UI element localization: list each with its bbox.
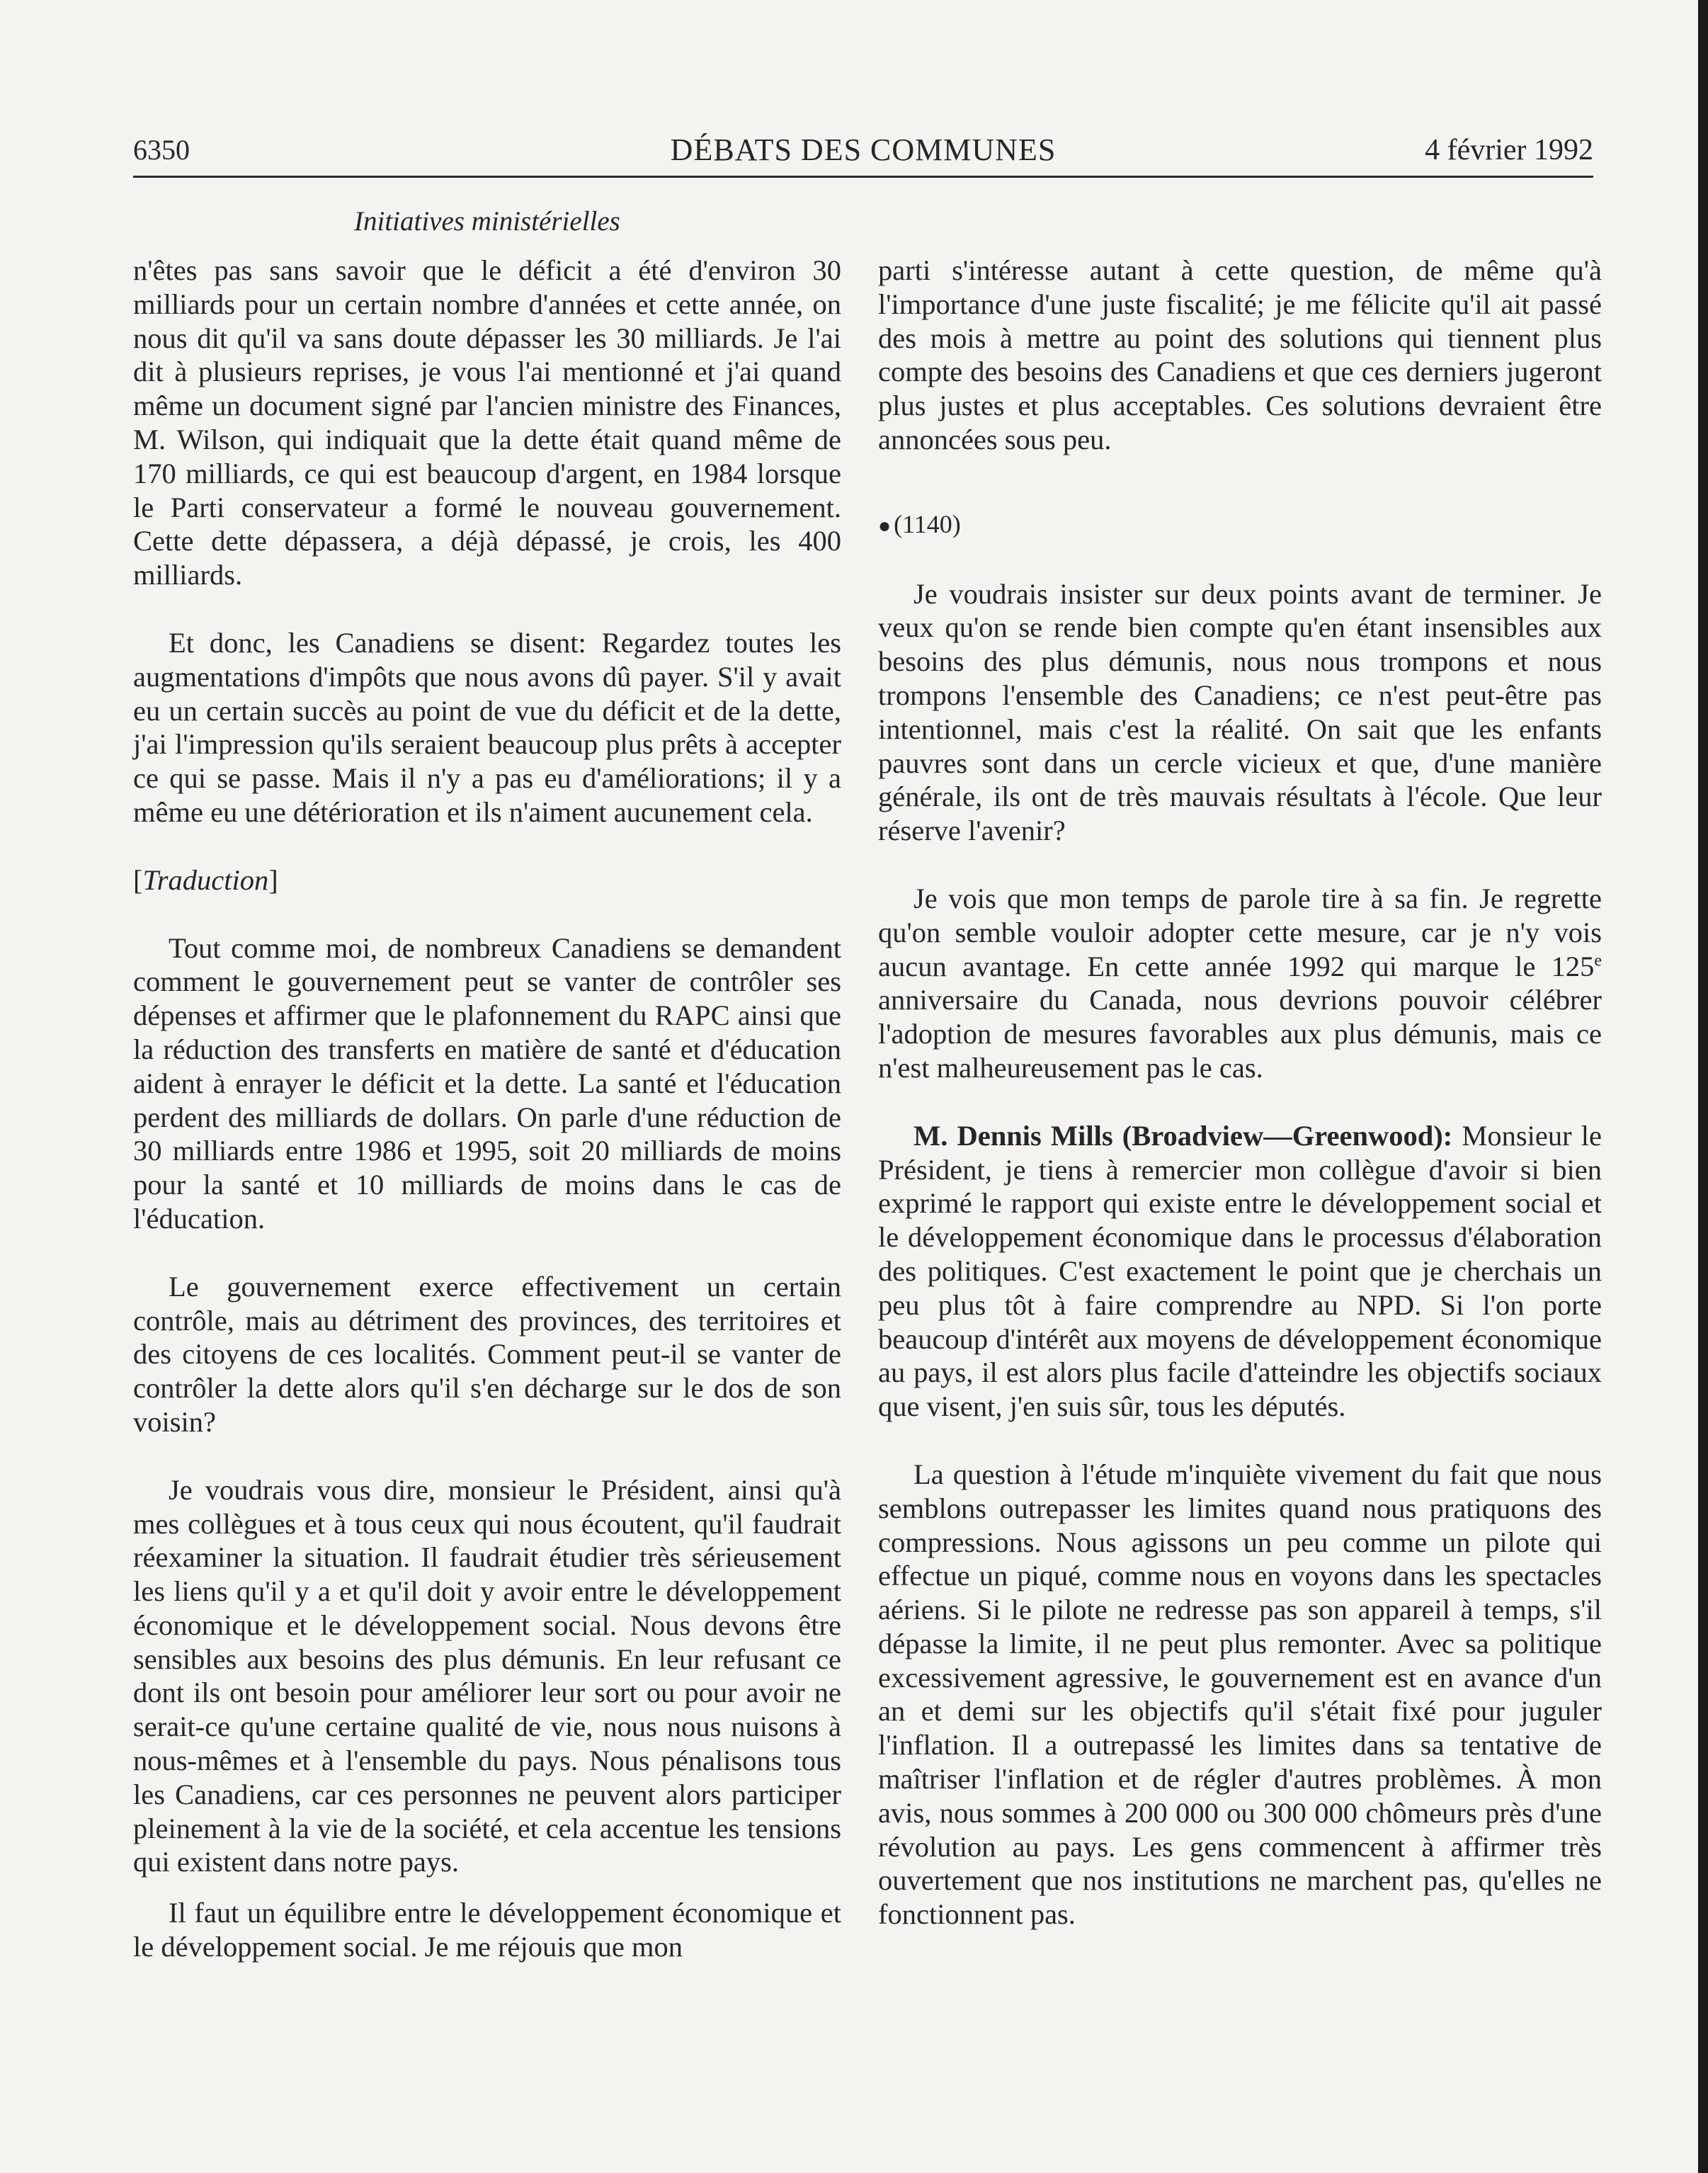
bullet-icon: ●: [878, 514, 892, 538]
traduction-bracket-open: [: [133, 863, 143, 896]
paragraph: [878, 1119, 1602, 1424]
paragraph: Je voudrais vous dire, monsieur le Président, ainsi qu'à mes collègues et à tous ceux qui nous écoutent, qu'il faudrait réexaminer la situation. Il faudrait étudier très sérieusement les liens qu'il y a et qu'il doit y avoir entre le développement économique et le développement social. Nous devons être sensibles aux besoins des plus démunis. En leur refusant ce dont ils ont besoin pour améliorer leur sort ou pour avoir ne serait-ce qu'une certaine qualité de vie, nous nous nuisons à nous-mêmes et à l'ensemble du pays. Nous pénalisons tous les Canadiens, car ces personnes ne peuvent alors participer pleinement à la vie de la société, et cela accentue les tensions qui existent dans notre pays.: [133, 1473, 841, 1878]
traduction-word: Traduction: [142, 863, 269, 896]
page-number: 6350: [133, 134, 190, 166]
traduction-label: [133, 863, 841, 897]
paragraph: Il faut un équilibre entre le développement économique et le développement social. Je me réjouis que mon: [133, 1897, 841, 1963]
time-marker-text: (1140): [894, 509, 961, 538]
section-header: Initiatives ministérielles: [354, 206, 620, 237]
paragraph: parti s'intéresse autant à cette question, de même qu'à l'importance d'une juste fiscalité; je me félicite qu'il ait passé des mois à mettre au point des solutions qui tiennent plus compte des besoins des Canadiens et que ces derniers jugeront plus justes et plus acceptables. Ces solutions devraient être annoncées sous peu.: [878, 254, 1602, 455]
speaker-name: M. Dennis Mills (Broadview—Greenwood):: [913, 1119, 1453, 1152]
paragraph: Et donc, les Canadiens se disent: Regardez toutes les augmentations d'impôts que nous avons dû payer. S'il y avait eu un certain succès au point de vue du déficit et de la dette, j'ai l'impression qu'ils seraient beaucoup plus prêts à accepter ce qui se passe. Mais il n'y a pas eu d'améliorations; il y a même eu une détérioration et ils n'aiment aucunement cela.: [133, 626, 841, 828]
paragraph-text: Monsieur le Président, je tiens à remercier mon collègue d'avoir si bien exprimé le rapport qui existe entre le développement social et le développement économique dans le processus d'élaboration des politiques. C'est exactement le point que je cherchais un peu plus tôt à faire comprendre au NPD. Si l'on porte beaucoup d'intérêt aux moyens de développement économique au pays, il est alors plus facile d'atteindre les objectifs sociaux que visent, j'en suis sûr, tous les députés.: [878, 1119, 1602, 1423]
paragraph: Tout comme moi, de nombreux Canadiens se demandent comment le gouvernement peut se vanter de contrôler ses dépenses et affirmer que le plafonnement du RAPC ainsi que la réduction des transferts en matière de santé et d'éducation aident à enrayer le déficit et la dette. La santé et l'éducation perdent des milliards de dollars. On parle d'une réduction de 30 milliards entre 1986 et 1995, soit 20 milliards de moins pour la santé et 10 milliards de moins dans le cas de l'éducation.: [133, 931, 841, 1235]
page-header: [133, 125, 1593, 178]
paragraph: La question à l'étude m'inquiète vivement du fait que nous semblons outrepasser les limites quand nous pratiquons des compressions. Nous agissons un peu comme un pilote qui effectue un piqué, comme nous en voyons dans les spectacles aériens. Si le pilote ne redresse pas son appareil à temps, s'il dépasse la limite, il ne peut plus remonter. Avec sa politique excessivement agressive, le gouvernement est en avance d'un an et demi sur les objectifs qu'il s'était fixé pour juguler l'inflation. Il a outrepassé les limites dans sa tentative de maîtriser l'inflation et de régler d'autres problèmes. À mon avis, nous sommes à 200 000 ou 300 000 chômeurs près d'une révolution au pays. Les gens commencent à affirmer très ouvertement que nos institutions ne marchent pas, qu'elles ne fonctionnent pas.: [878, 1458, 1602, 1931]
paragraph: n'êtes pas sans savoir que le déficit a été d'environ 30 milliards pour un certain nombre d'années et cette année, on nous dit qu'il va sans doute dépasser les 30 milliards. Je l'ai dit à plusieurs reprises, je vous l'ai mentionné et j'ai quand même un document signé par l'ancien ministre des Finances, M. Wilson, qui indiquait que la dette était quand même de 170 milliards, ce qui est beaucoup d'argent, en 1984 lorsque le Parti conservateur a formé le nouveau gouvernement. Cette dette dépassera, a déjà dépassé, je crois, les 400 milliards.: [133, 254, 841, 591]
time-marker: [878, 508, 1602, 543]
journal-title: DÉBATS DES COMMUNES: [670, 132, 1057, 167]
header-date: 4 février 1992: [1425, 134, 1593, 166]
paragraph: Je voudrais insister sur deux points avant de terminer. Je veux qu'on se rende bien compte qu'en étant insensibles aux besoins des plus démunis, nous nous trompons et nous trompons l'ensemble des Canadiens; ce n'est peut-être pas intentionnel, mais c'est la réalité. On sait que les enfants pauvres sont dans un cercle vicieux et que, d'une manière générale, ils ont de très mauvais résultats à l'école. Que leur réserve l'avenir?: [878, 577, 1602, 847]
paragraph: Le gouvernement exerce effectivement un certain contrôle, mais au détriment des provinces, des territoires et des citoyens de ces localités. Comment peut-il se vanter de contrôler la dette alors qu'il s'en décharge sur le dos de son voisin?: [133, 1270, 841, 1438]
traduction-bracket-close: ]: [268, 863, 278, 896]
left-column: [133, 254, 841, 1964]
paragraph: [878, 882, 1602, 1085]
right-column: [878, 254, 1602, 1931]
superscript: e: [1594, 951, 1602, 970]
paragraph-text: anniversaire du Canada, nous devrions pouvoir célébrer l'adoption de mesures favorables aux plus démunis, mais ce n'est malheureusement pas le cas.: [878, 984, 1602, 1084]
scan-edge: [1698, 0, 1708, 2173]
paragraph-text: Je vois que mon temps de parole tire à sa fin. Je regrette qu'on semble vouloir adopter cette mesure, car je n'y vois aucun avantage. En cette année 1992 qui marque le 125: [878, 882, 1602, 982]
